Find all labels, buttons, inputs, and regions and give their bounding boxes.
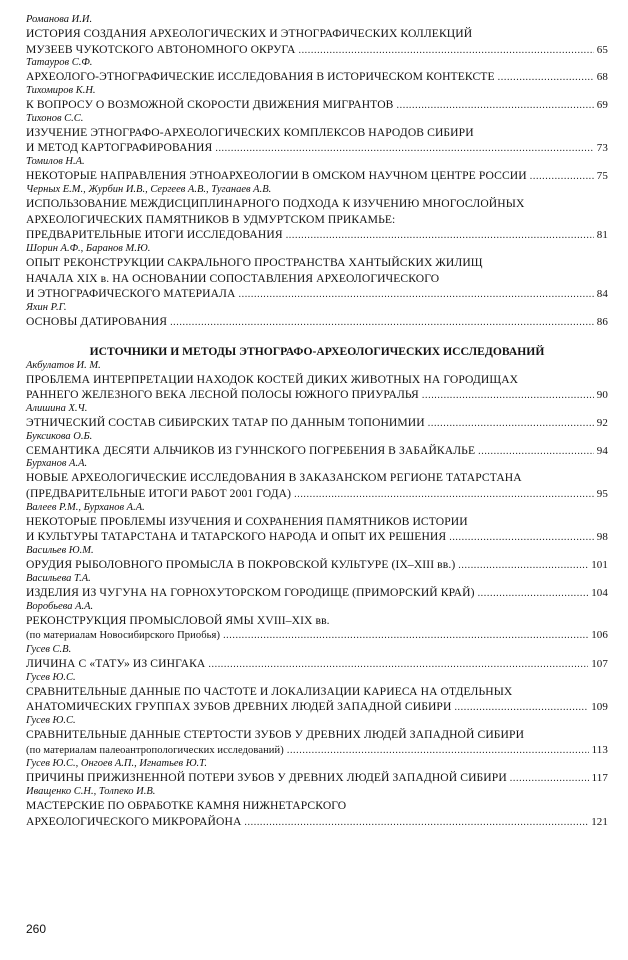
entry-authors: Тихонов С.С. bbox=[26, 112, 84, 124]
toc-entry bbox=[26, 302, 608, 330]
toc-entry bbox=[26, 573, 608, 601]
entry-page-number: 106 bbox=[591, 629, 608, 642]
entry-authors: Романова И.И. bbox=[26, 14, 93, 25]
toc-entry bbox=[26, 431, 608, 459]
entry-page-number: 90 bbox=[596, 389, 608, 402]
toc-entry bbox=[26, 601, 608, 644]
entry-title-text: ОРУДИЯ РЫБОЛОВНОГО ПРОМЫСЛА В ПОКРОВСКОЙ КУЛЬТУРЕ (IX–XIII вв.) bbox=[26, 558, 456, 572]
entry-title-line: НЕКОТОРЫЕ ПРОБЛЕМЫ ИЗУЧЕНИЯ И СОХРАНЕНИЯ ПАМЯТНИКОВ ИСТОРИИ bbox=[26, 514, 468, 528]
entry-title-text: И МЕТОД КАРТОГРАФИРОВАНИЯ bbox=[26, 141, 213, 155]
entry-title-text: И КУЛЬТУРЫ ТАТАРСТАНА И ТАТАРСКОГО НАРОДА И ОПЫТ ИХ РЕШЕНИЯ bbox=[26, 530, 447, 544]
toc-entry bbox=[26, 758, 608, 786]
entry-title-line: АРХЕОЛОГИЧЕСКИХ ПАМЯТНИКОВ В УДМУРТСКОМ ПРИКАМЬЕ: bbox=[26, 212, 396, 226]
entry-page-number: 101 bbox=[591, 559, 608, 572]
entry-page-number: 107 bbox=[591, 657, 608, 670]
entry-page-number: 113 bbox=[591, 743, 608, 756]
entry-title-text: АРХЕОЛОГИЧЕСКОГО МИКРОРАЙОНА bbox=[26, 814, 242, 828]
entry-title-last-line bbox=[26, 42, 608, 58]
dot-leader bbox=[286, 228, 594, 244]
entry-title-line: ОПЫТ РЕКОНСТРУКЦИИ САКРАЛЬНОГО ПРОСТРАНСТВА ХАНТЫЙСКИХ ЖИЛИЩ bbox=[26, 255, 483, 269]
entry-title-text: ПРИЧИНЫ ПРИЖИЗНЕННОЙ ПОТЕРИ ЗУБОВ У ДРЕВНИХ ЛЮДЕЙ ЗАПАДНОЙ СИБИРИ bbox=[26, 771, 507, 785]
entry-title-text: СЕМАНТИКА ДЕСЯТИ АЛЬЧИКОВ ИЗ ГУННСКОГО ПОГРЕБЕНИЯ В ЗАБАЙКАЛЬЕ bbox=[26, 443, 476, 457]
entry-title-text: МУЗЕЕВ ЧУКОТСКОГО АВТОНОМНОГО ОКРУГА bbox=[26, 42, 296, 56]
entry-page-number: 86 bbox=[596, 315, 608, 328]
entry-authors: Акбулатов И. М. bbox=[26, 359, 101, 371]
dot-leader bbox=[478, 444, 594, 460]
entry-title-last-line bbox=[26, 743, 608, 759]
entry-title-text: (по материалам палеоантропологических исследований) bbox=[26, 744, 284, 756]
entry-title-last-line bbox=[26, 585, 608, 601]
entry-title-text: РАННЕГО ЖЕЛЕЗНОГО ВЕКА ЛЕСНОЙ ПОЛОСЫ ЮЖНОГО ПРИУРАЛЬЯ bbox=[26, 388, 419, 402]
entry-authors: Томилов Н.А. bbox=[26, 156, 85, 168]
toc-entry bbox=[26, 156, 608, 184]
entry-title-text: АРХЕОЛОГО-ЭТНОГРАФИЧЕСКИЕ ИССЛЕДОВАНИЯ В ИСТОРИЧЕСКОМ КОНТЕКСТЕ bbox=[26, 70, 495, 84]
toc-entry bbox=[26, 403, 608, 431]
entry-authors: Гусев Ю.С. bbox=[26, 714, 76, 726]
entry-title-text: ИЗДЕЛИЯ ИЗ ЧУГУНА НА ГОРНОХУТОРСКОМ ГОРОДИЩЕ (ПРИМОРСКИЙ КРАЙ) bbox=[26, 585, 475, 599]
section-heading: ИСТОЧНИКИ И МЕТОДЫ ЭТНОГРАФО-АРХЕОЛОГИЧЕСКИХ ИССЛЕДОВАНИЙ bbox=[89, 344, 545, 358]
entry-authors: Валеев Р.М., Бурханов А.А. bbox=[26, 501, 145, 513]
entry-title-last-line bbox=[26, 314, 608, 330]
entry-authors: Иващенко С.Н., Толпеко И.В. bbox=[26, 786, 156, 797]
entry-title-text: АНАТОМИЧЕСКИХ ГРУППАХ ЗУБОВ ДРЕВНИХ ЛЮДЕЙ ЗАПАДНОЙ СИБИРИ bbox=[26, 700, 452, 714]
entry-authors: Яхин Р.Г. bbox=[26, 301, 67, 313]
toc-entry bbox=[26, 502, 608, 545]
entry-page-number: 84 bbox=[596, 288, 608, 301]
entry-page-number: 68 bbox=[596, 71, 608, 84]
entry-title-text: НЕКОТОРЫЕ НАПРАВЛЕНИЯ ЭТНОАРХЕОЛОГИИ В ОМСКОМ НАУЧНОМ ЦЕНТРЕ РОССИИ bbox=[26, 169, 527, 183]
entry-title-text: ПРЕДВАРИТЕЛЬНЫЕ ИТОГИ ИССЛЕДОВАНИЯ bbox=[26, 228, 283, 242]
dot-leader bbox=[498, 70, 594, 86]
toc-entry bbox=[26, 644, 608, 672]
entry-page-number: 109 bbox=[591, 701, 608, 714]
dot-leader bbox=[215, 141, 593, 157]
entry-title-last-line bbox=[26, 628, 608, 644]
toc-entry bbox=[26, 85, 608, 113]
entry-title-line: МАСТЕРСКИЕ ПО ОБРАБОТКЕ КАМНЯ НИЖНЕТАРСКОГО bbox=[26, 799, 347, 812]
dot-leader bbox=[298, 43, 593, 59]
dot-leader bbox=[428, 416, 594, 432]
entry-title-line: ИСПОЛЬЗОВАНИЕ МЕЖДИСЦИПЛИНАРНОГО ПОДХОДА К ИЗУЧЕНИЮ МНОГОСЛОЙНЫХ bbox=[26, 196, 525, 210]
entry-authors: Бурханов А.А. bbox=[26, 458, 88, 470]
entry-page-number: 104 bbox=[591, 586, 608, 599]
toc-entry bbox=[26, 184, 608, 243]
entry-title-last-line bbox=[26, 529, 608, 545]
entry-title-text: К ВОПРОСУ О ВОЗМОЖНОЙ СКОРОСТИ ДВИЖЕНИЯ МИГРАНТОВ bbox=[26, 98, 394, 112]
dot-leader bbox=[244, 815, 588, 831]
entry-title-text: ЛИЧИНА С «ТАТУ» ИЗ СИНГАКА bbox=[26, 656, 206, 670]
toc-entry bbox=[26, 14, 608, 57]
entry-title-line: СРАВНИТЕЛЬНЫЕ ДАННЫЕ ПО ЧАСТОТЕ И ЛОКАЛИЗАЦИИ КАРИЕСА НА ОТДЕЛЬНЫХ bbox=[26, 684, 513, 698]
toc-group-after bbox=[26, 360, 608, 830]
dot-leader bbox=[454, 700, 588, 716]
page-number: 260 bbox=[26, 922, 47, 936]
entry-authors: Буксикова О.Б. bbox=[26, 430, 93, 442]
entry-authors: Гусев Ю.С. bbox=[26, 671, 76, 683]
entry-title-last-line bbox=[26, 387, 608, 403]
entry-title-line: НОВЫЕ АРХЕОЛОГИЧЕСКИЕ ИССЛЕДОВАНИЯ В ЗАКАЗАНСКОМ РЕГИОНЕ ТАТАРСТАНА bbox=[26, 471, 522, 485]
dot-leader bbox=[397, 98, 594, 114]
entry-title-last-line bbox=[26, 443, 608, 459]
dot-leader bbox=[170, 315, 594, 331]
toc-entry bbox=[26, 243, 608, 302]
toc-group-before bbox=[26, 14, 608, 330]
dot-leader bbox=[510, 771, 589, 787]
entry-authors: Алишина Х.Ч. bbox=[26, 403, 88, 414]
entry-title-last-line bbox=[26, 140, 608, 156]
toc-entry bbox=[26, 57, 608, 85]
dot-leader bbox=[208, 657, 588, 673]
toc-entry bbox=[26, 458, 608, 501]
entry-title-last-line bbox=[26, 770, 608, 786]
dot-leader bbox=[294, 487, 594, 503]
entry-page-number: 75 bbox=[596, 170, 608, 183]
entry-title-last-line bbox=[26, 699, 608, 715]
toc-entry bbox=[26, 786, 608, 829]
entry-authors: Татауров С.Ф. bbox=[26, 57, 93, 69]
entry-title-line: НАЧАЛА XIX в. НА ОСНОВАНИИ СОПОСТАВЛЕНИЯ АРХЕОЛОГИЧЕСКОГО bbox=[26, 271, 440, 285]
entry-title-last-line bbox=[26, 168, 608, 184]
entry-authors: Черных Е.М., Журбин И.В., Сергеев А.В., Туганаев А.В. bbox=[26, 183, 272, 195]
entry-title-last-line bbox=[26, 227, 608, 243]
entry-page-number: 81 bbox=[596, 229, 608, 242]
entry-page-number: 65 bbox=[596, 43, 608, 56]
entry-title-line: ИСТОРИЯ СОЗДАНИЯ АРХЕОЛОГИЧЕСКИХ И ЭТНОГРАФИЧЕСКИХ КОЛЛЕКЦИЙ bbox=[26, 27, 473, 40]
entry-title-last-line bbox=[26, 814, 608, 830]
entry-page-number: 98 bbox=[596, 531, 608, 544]
entry-authors: Воробьева А.А. bbox=[26, 600, 94, 612]
dot-leader bbox=[239, 287, 594, 303]
entry-title-last-line bbox=[26, 97, 608, 113]
entry-page-number: 117 bbox=[591, 772, 608, 785]
entry-title-line: СРАВНИТЕЛЬНЫЕ ДАННЫЕ СТЕРТОСТИ ЗУБОВ У ДРЕВНИХ ЛЮДЕЙ ЗАПАДНОЙ СИБИРИ bbox=[26, 727, 525, 741]
entry-title-last-line bbox=[26, 557, 608, 573]
dot-leader bbox=[478, 586, 589, 602]
entry-authors: Васильев Ю.М. bbox=[26, 545, 94, 557]
entry-page-number: 69 bbox=[596, 99, 608, 112]
toc-entry bbox=[26, 672, 608, 715]
dot-leader bbox=[223, 628, 588, 644]
table-of-contents bbox=[26, 14, 608, 829]
entry-title-last-line bbox=[26, 69, 608, 85]
entry-title-last-line bbox=[26, 286, 608, 302]
dot-leader bbox=[449, 530, 594, 546]
entry-authors: Гусев Ю.С., Онгоев А.П., Игнатьев Ю.Т. bbox=[26, 758, 207, 770]
entry-title-line: ПРОБЛЕМА ИНТЕРПРЕТАЦИИ НАХОДОК КОСТЕЙ ДИКИХ ЖИВОТНЫХ НА ГОРОДИЩАХ bbox=[26, 372, 519, 386]
entry-title-text: (ПРЕДВАРИТЕЛЬНЫЕ ИТОГИ РАБОТ 2001 ГОДА) bbox=[26, 487, 292, 501]
entry-title-text: И ЭТНОГРАФИЧЕСКОГО МАТЕРИАЛА bbox=[26, 287, 236, 301]
entry-title-line: ИЗУЧЕНИЕ ЭТНОГРАФО-АРХЕОЛОГИЧЕСКИХ КОМПЛЕКСОВ НАРОДОВ СИБИРИ bbox=[26, 125, 474, 139]
entry-title-last-line bbox=[26, 486, 608, 502]
entry-title-line: РЕКОНСТРУКЦИЯ ПРОМЫСЛОВОЙ ЯМЫ XVIII–XIX вв. bbox=[26, 613, 330, 627]
entry-page-number: 73 bbox=[596, 142, 608, 155]
entry-title-text: (по материалам Новосибирского Приобья) bbox=[26, 630, 221, 642]
dot-leader bbox=[287, 743, 589, 759]
entry-page-number: 94 bbox=[596, 444, 608, 457]
entry-authors: Тихомиров К.Н. bbox=[26, 85, 96, 97]
entry-title-last-line bbox=[26, 656, 608, 672]
entry-page-number: 95 bbox=[596, 488, 608, 501]
entry-title-text: ОСНОВЫ ДАТИРОВАНИЯ bbox=[26, 314, 168, 328]
dot-leader bbox=[422, 388, 594, 404]
dot-leader bbox=[458, 558, 588, 574]
toc-entry bbox=[26, 113, 608, 156]
entry-authors: Гусев С.В. bbox=[26, 643, 72, 655]
entry-title-last-line bbox=[26, 415, 608, 431]
toc-entry bbox=[26, 545, 608, 573]
entry-authors: Шорин А.Ф., Баранов М.Ю. bbox=[26, 242, 151, 254]
entry-page-number: 92 bbox=[596, 417, 608, 429]
toc-entry bbox=[26, 360, 608, 403]
entry-page-number: 121 bbox=[591, 815, 608, 828]
dot-leader bbox=[530, 169, 594, 185]
toc-entry bbox=[26, 715, 608, 758]
entry-title-text: ЭТНИЧЕСКИЙ СОСТАВ СИБИРСКИХ ТАТАР ПО ДАННЫМ ТОПОНИМИИ bbox=[26, 416, 425, 429]
entry-authors: Васильева Т.А. bbox=[26, 572, 91, 584]
